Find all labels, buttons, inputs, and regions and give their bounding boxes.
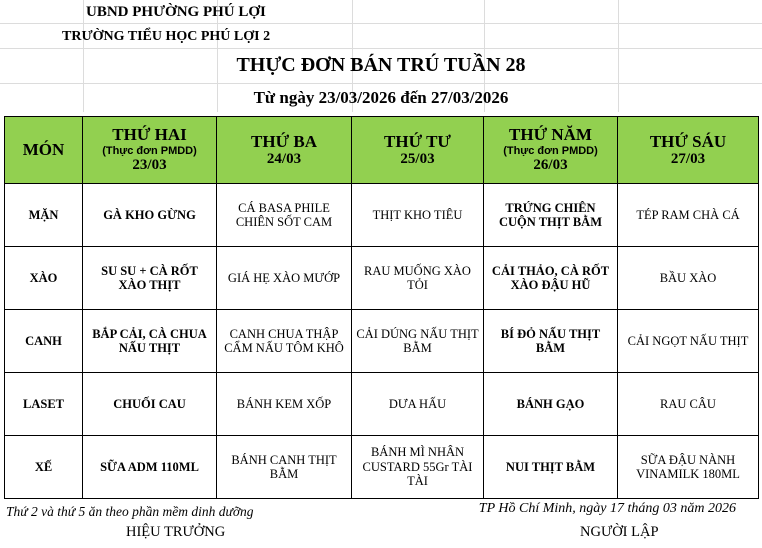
menu-cell: SỮA ADM 110ML	[83, 436, 217, 499]
table-row	[5, 373, 759, 436]
table-header-row	[5, 117, 759, 184]
row-label: MẶN	[5, 184, 83, 247]
footnote: Thứ 2 và thứ 5 ăn theo phần mềm dinh dưỡng	[6, 504, 254, 519]
corner-header	[5, 117, 83, 184]
menu-cell: SU SU + CÀ RỐT XÀO THỊT	[83, 247, 217, 310]
preparer-signature-label: NGƯỜI LẬP	[580, 524, 659, 540]
day-date: 23/03	[132, 157, 167, 174]
page-title: THỰC ĐƠN BÁN TRÚ TUẦN 28	[236, 54, 526, 76]
day-note: (Thực đơn PMDD)	[503, 144, 598, 157]
sign-date: TP Hồ Chí Minh, ngày 17 tháng 03 năm 2026	[478, 501, 736, 516]
org-line-1: UBND PHƯỜNG PHÚ LỢI	[86, 4, 266, 20]
grid-line	[0, 23, 762, 24]
menu-cell: RAU CÂU	[618, 373, 759, 436]
day-name: THỨ HAI	[112, 125, 187, 145]
day-name: THỨ NĂM	[509, 125, 592, 145]
menu-cell: BÁNH CANH THỊT BẰM	[217, 436, 352, 499]
grid-line	[0, 83, 762, 84]
day-date: 27/03	[670, 151, 706, 168]
table-row	[5, 247, 759, 310]
menu-cell: THỊT KHO TIÊU	[352, 184, 484, 247]
menu-cell: CÁ BASA PHILE CHIÊN SỐT CAM	[217, 184, 352, 247]
day-name: THỨ SÁU	[649, 131, 727, 151]
principal-signature-label: HIỆU TRƯỞNG	[126, 524, 226, 540]
menu-cell: DƯA HẤU	[352, 373, 484, 436]
row-label: XÀO	[5, 247, 83, 310]
menu-cell: BÁNH KEM XỐP	[217, 373, 352, 436]
org-line-2: TRƯỜNG TIỂU HỌC PHÚ LỢI 2	[62, 29, 271, 44]
menu-cell: BÁNH MÌ NHÂN CUSTARD 55Gr TÀI TÀI	[352, 436, 484, 499]
day-header-mon	[83, 117, 217, 184]
menu-cell: BÍ ĐỎ NẤU THỊT BẰM	[484, 310, 618, 373]
menu-cell: NUI THỊT BẰM	[484, 436, 618, 499]
menu-table	[4, 116, 759, 499]
menu-cell: TÉP RAM CHÀ CÁ	[618, 184, 759, 247]
menu-cell: TRỨNG CHIÊN CUỘN THỊT BẰM	[484, 184, 618, 247]
row-label: CANH	[5, 310, 83, 373]
menu-cell: GÀ KHO GỪNG	[83, 184, 217, 247]
menu-cell: SỮA ĐẬU NÀNH VINAMILK 180ML	[618, 436, 759, 499]
menu-cell: CẢI DÚNG NẤU THỊT BẰM	[352, 310, 484, 373]
day-header-fri	[618, 117, 759, 184]
day-header-wed	[352, 117, 484, 184]
day-date: 24/03	[266, 151, 302, 168]
day-date: 26/03	[533, 157, 568, 174]
menu-cell: CANH CHUA THẬP CẨM NẤU TÔM KHÔ	[217, 310, 352, 373]
day-name: THỨ BA	[251, 131, 317, 151]
menu-cell: CHUỐI CAU	[83, 373, 217, 436]
date-range: Từ ngày 23/03/2026 đến 27/03/2026	[253, 88, 509, 107]
table-row	[5, 436, 759, 499]
table-row	[5, 184, 759, 247]
day-note: (Thực đơn PMDD)	[102, 144, 197, 157]
menu-cell: CẢI THẢO, CÀ RỐT XÀO ĐẬU HŨ	[484, 247, 618, 310]
day-header-tue	[217, 117, 352, 184]
menu-cell: GIÁ HẸ XÀO MƯỚP	[217, 247, 352, 310]
menu-cell: RAU MUỐNG XÀO TỎI	[352, 247, 484, 310]
table-row	[5, 310, 759, 373]
menu-cell: BÁNH GẠO	[484, 373, 618, 436]
grid-line	[0, 48, 762, 49]
row-label: LASET	[5, 373, 83, 436]
day-date: 25/03	[400, 151, 435, 168]
row-label: XẾ	[5, 436, 83, 499]
day-header-thu	[484, 117, 618, 184]
menu-cell: BẮP CẢI, CÀ CHUA NẤU THỊT	[83, 310, 217, 373]
menu-cell: CẢI NGỌT NẤU THỊT	[618, 310, 759, 373]
corner-label: MÓN	[22, 139, 65, 159]
menu-cell: BẦU XÀO	[618, 247, 759, 310]
day-name: THỨ TƯ	[384, 131, 451, 151]
